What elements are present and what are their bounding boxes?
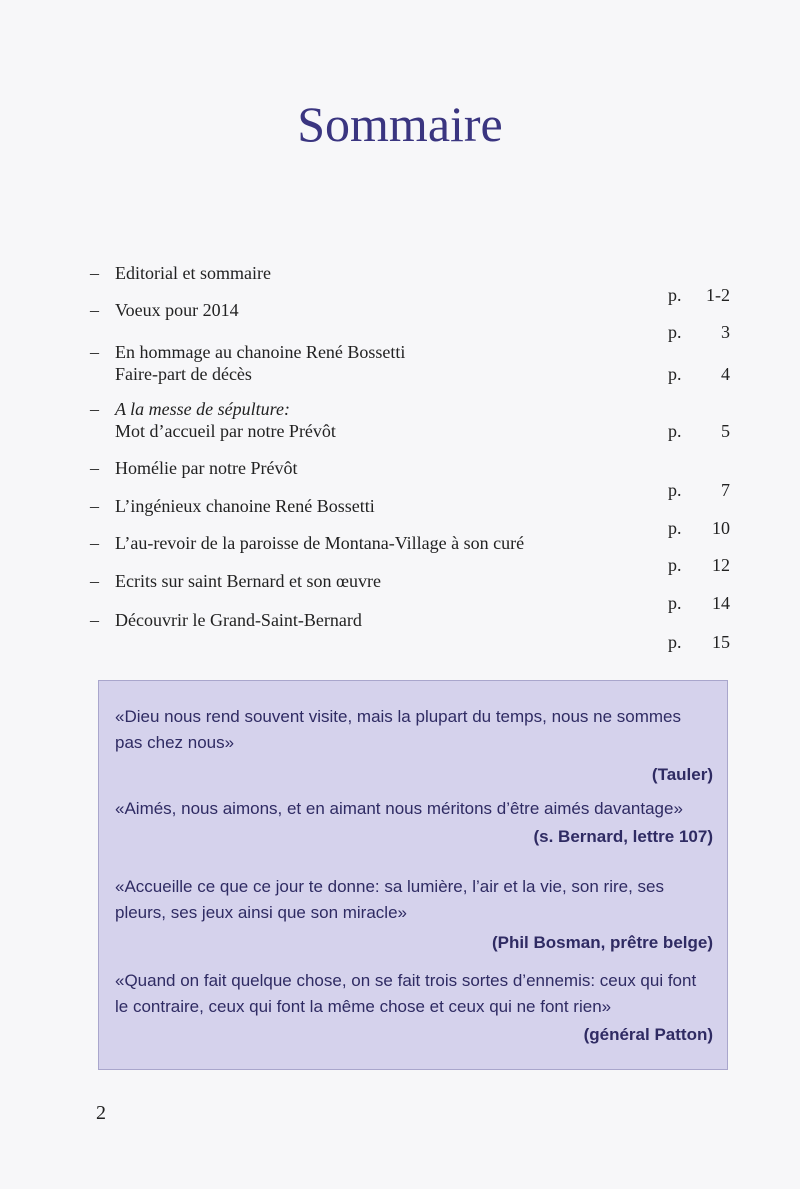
quote-author: (s. Bernard, lettre 107)	[533, 827, 713, 846]
toc-page-prefix: p.	[668, 480, 682, 500]
toc-page-number: 3	[721, 322, 730, 342]
toc-dash: –	[90, 263, 99, 283]
toc-page	[668, 420, 730, 442]
quote-author: (général Patton)	[583, 1025, 713, 1044]
toc-page-number: 1-2	[706, 285, 730, 305]
toc-page-number: 14	[712, 593, 730, 613]
toc-title: Homélie par notre Prévôt	[115, 458, 298, 478]
toc-page-number: 12	[712, 555, 730, 575]
toc-page-prefix: p.	[668, 285, 682, 305]
quote-block	[115, 704, 713, 788]
toc-item	[90, 262, 730, 305]
page-number: 2	[96, 1102, 106, 1124]
toc-page-number: 4	[721, 364, 730, 384]
toc-item	[90, 341, 730, 385]
page-title: Sommaire	[297, 96, 503, 152]
quote-author: (Tauler)	[651, 765, 713, 784]
toc-title: En hommage au chanoine René Bossetti	[115, 342, 406, 362]
toc-item	[90, 398, 730, 442]
toc-dash: –	[90, 571, 99, 591]
quote-author: (Phil Bosman, prêtre belge)	[491, 933, 713, 952]
toc-page-number: 15	[712, 632, 730, 652]
toc-page-number: 10	[712, 518, 730, 538]
quote-block	[115, 874, 713, 956]
toc-item	[90, 299, 730, 342]
toc-title: Voeux pour 2014	[115, 300, 239, 320]
toc-subtitle: Mot d’accueil par notre Prévôt	[115, 421, 336, 441]
toc-item	[90, 495, 730, 538]
toc-dash: –	[90, 458, 99, 478]
toc-dash: –	[90, 399, 99, 419]
toc-dash: –	[90, 496, 99, 516]
toc-dash: –	[90, 300, 99, 320]
toc-dash: –	[90, 342, 99, 362]
quote-block	[115, 968, 713, 1048]
toc-page-number: 7	[721, 480, 730, 500]
toc-title: Editorial et sommaire	[115, 263, 271, 283]
toc-dash: –	[90, 533, 99, 553]
quote-text: «Quand on fait quelque chose, on se fait trois sortes d’ennemis: ceux qui font le contraire, ceux qui font la même chose et ceux qui ne font rien»	[115, 971, 697, 1016]
toc-title: Ecrits sur saint Bernard et son œuvre	[115, 571, 381, 591]
toc-title: A la messe de sépulture:	[115, 399, 290, 419]
toc-page-prefix: p.	[668, 518, 682, 538]
toc-page-prefix: p.	[668, 632, 682, 652]
toc-dash: –	[90, 610, 99, 630]
quote-block	[115, 796, 713, 850]
toc-item	[90, 609, 730, 652]
toc-item	[90, 457, 730, 500]
toc-item	[90, 532, 730, 575]
toc-page-prefix: p.	[668, 364, 682, 384]
toc-page-prefix: p.	[668, 421, 682, 441]
toc-page-prefix: p.	[668, 555, 682, 575]
toc-title: L’ingénieux chanoine René Bossetti	[115, 496, 375, 516]
toc-page-prefix: p.	[668, 593, 682, 613]
toc-title: L’au-revoir de la paroisse de Montana-Village à son curé	[115, 533, 525, 553]
toc-subtitle: Faire-part de décès	[115, 364, 252, 384]
toc-title: Découvrir le Grand-Saint-Bernard	[115, 610, 362, 630]
toc-item	[90, 570, 730, 613]
quote-text: «Aimés, nous aimons, et en aimant nous méritons d’être aimés davantage»	[115, 799, 683, 818]
quote-text: «Accueille ce que ce jour te donne: sa lumière, l’air et la vie, son rire, ses pleurs, ses jeux ainsi que son miracle»	[115, 877, 664, 922]
toc-page-prefix: p.	[668, 322, 682, 342]
toc-page-number: 5	[721, 421, 730, 441]
toc-page	[668, 363, 730, 385]
quote-text: «Dieu nous rend souvent visite, mais la plupart du temps, nous ne sommes pas chez nous»	[115, 707, 682, 752]
